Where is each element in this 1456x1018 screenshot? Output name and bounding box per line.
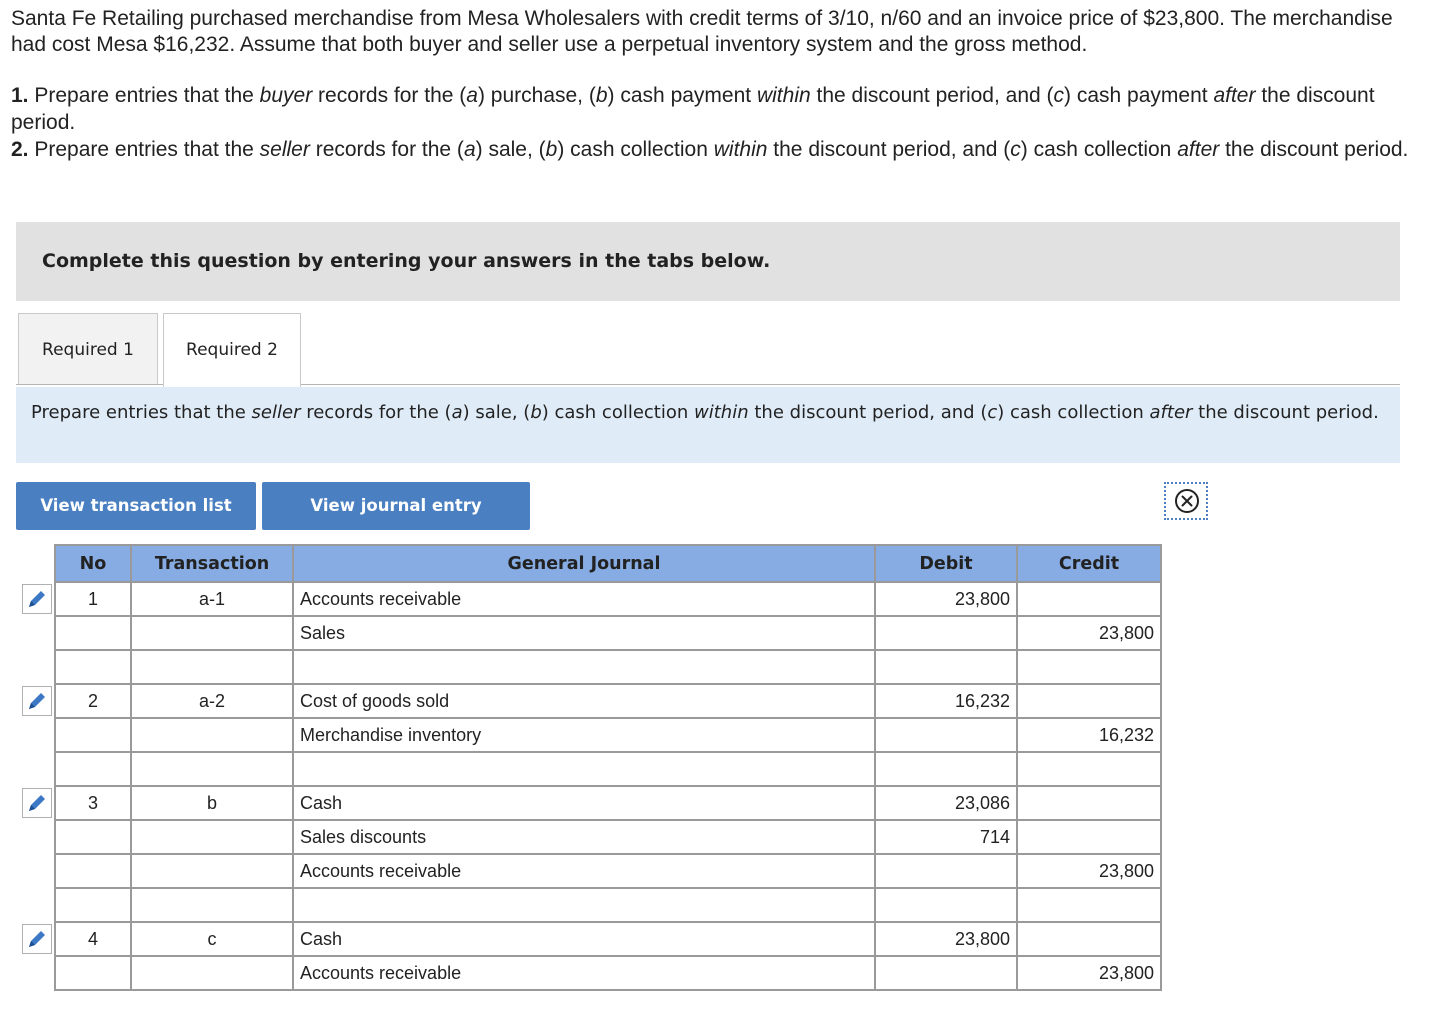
credit-cell[interactable]: 23,800 (1017, 616, 1161, 650)
header-debit: Debit (875, 545, 1017, 582)
instructions-banner: Complete this question by entering your answers in the tabs below. (16, 222, 1400, 301)
debit-cell[interactable] (875, 650, 1017, 684)
edit-entry-button[interactable] (22, 584, 52, 614)
header-no: No (55, 545, 131, 582)
close-button[interactable] (1164, 482, 1208, 520)
table-row (55, 956, 1161, 990)
transaction-cell (131, 956, 293, 990)
pencil-icon (22, 788, 52, 818)
entry-number-cell: 1 (55, 582, 131, 616)
entry-number-cell (55, 616, 131, 650)
header-transaction: Transaction (131, 545, 293, 582)
credit-cell[interactable] (1017, 684, 1161, 718)
credit-cell[interactable] (1017, 786, 1161, 820)
tab-required-2[interactable]: Required 2 (163, 313, 301, 387)
entry-number-cell: 3 (55, 786, 131, 820)
entry-number-cell (55, 956, 131, 990)
entry-number-cell (55, 752, 131, 786)
entry-number-cell (55, 854, 131, 888)
transaction-cell (131, 888, 293, 922)
entry-number-cell (55, 888, 131, 922)
debit-cell[interactable] (875, 752, 1017, 786)
table-row (55, 684, 1161, 718)
table-row (55, 718, 1161, 752)
account-cell[interactable]: Cash (293, 786, 875, 820)
debit-cell[interactable] (875, 956, 1017, 990)
account-cell[interactable]: Accounts receivable (293, 854, 875, 888)
debit-cell[interactable] (875, 718, 1017, 752)
entry-number-cell: 2 (55, 684, 131, 718)
credit-cell[interactable]: 16,232 (1017, 718, 1161, 752)
account-cell[interactable]: Merchandise inventory (293, 718, 875, 752)
account-cell[interactable]: Sales discounts (293, 820, 875, 854)
requirement-1: 1. Prepare entries that the buyer records for the (a) purchase, (b) cash payment within the discount period, and (c) cash payment after the discount period. (11, 84, 1375, 134)
account-cell[interactable]: Cost of goods sold (293, 684, 875, 718)
edit-entry-button[interactable] (22, 788, 52, 818)
header-credit: Credit (1017, 545, 1161, 582)
table-row (55, 786, 1161, 820)
account-cell[interactable] (293, 888, 875, 922)
transaction-cell: c (131, 922, 293, 956)
transaction-cell (131, 820, 293, 854)
tab-instruction: Prepare entries that the seller records for the (a) sale, (b) cash collection within the discount period, and (c) cash collection after the discount period. (16, 387, 1400, 463)
credit-cell[interactable] (1017, 888, 1161, 922)
account-cell[interactable]: Cash (293, 922, 875, 956)
table-row (55, 616, 1161, 650)
credit-cell[interactable] (1017, 582, 1161, 616)
credit-cell[interactable] (1017, 922, 1161, 956)
debit-cell[interactable] (875, 854, 1017, 888)
debit-cell[interactable]: 714 (875, 820, 1017, 854)
debit-cell[interactable] (875, 616, 1017, 650)
tab-required-1[interactable]: Required 1 (18, 313, 158, 385)
edit-entry-button[interactable] (22, 686, 52, 716)
credit-cell[interactable] (1017, 650, 1161, 684)
transaction-cell (131, 854, 293, 888)
account-cell[interactable]: Sales (293, 616, 875, 650)
table-row (55, 888, 1161, 922)
question-text (11, 6, 1431, 163)
view-transaction-list-button[interactable]: View transaction list (16, 482, 256, 530)
edit-entry-button[interactable] (22, 924, 52, 954)
pencil-icon (22, 924, 52, 954)
transaction-cell: a-2 (131, 684, 293, 718)
entry-number-cell (55, 820, 131, 854)
table-row (55, 854, 1161, 888)
account-cell[interactable]: Accounts receivable (293, 956, 875, 990)
requirement-2: 2. Prepare entries that the seller records for the (a) sale, (b) cash collection within the discount period, and (c) cash collection after the discount period. (11, 138, 1409, 161)
table-row (55, 752, 1161, 786)
transaction-cell (131, 718, 293, 752)
table-row (55, 922, 1161, 956)
view-journal-entry-worksheet-button[interactable]: View journal entry (262, 482, 530, 530)
debit-cell[interactable]: 16,232 (875, 684, 1017, 718)
question-intro: Santa Fe Retailing purchased merchandise from Mesa Wholesalers with credit terms of 3/10, n/60 and an invoice price of $23,800. The merchandise had cost Mesa $16,232. Assume that both buyer and seller use a perpetual inventory system and the gross method. (11, 7, 1393, 56)
journal-header-row (55, 545, 1161, 582)
header-general-journal: General Journal (293, 545, 875, 582)
pencil-icon (22, 584, 52, 614)
account-cell[interactable]: Accounts receivable (293, 582, 875, 616)
transaction-cell (131, 752, 293, 786)
entry-number-cell: 4 (55, 922, 131, 956)
table-row (55, 650, 1161, 684)
transaction-cell (131, 650, 293, 684)
close-circle-icon (1174, 488, 1200, 514)
general-journal-table (54, 544, 1162, 991)
transaction-cell (131, 616, 293, 650)
entry-number-cell (55, 718, 131, 752)
debit-cell[interactable]: 23,800 (875, 582, 1017, 616)
debit-cell[interactable]: 23,086 (875, 786, 1017, 820)
credit-cell[interactable]: 23,800 (1017, 956, 1161, 990)
account-cell[interactable] (293, 650, 875, 684)
debit-cell[interactable]: 23,800 (875, 922, 1017, 956)
credit-cell[interactable] (1017, 752, 1161, 786)
debit-cell[interactable] (875, 888, 1017, 922)
table-row (55, 820, 1161, 854)
pencil-icon (22, 686, 52, 716)
transaction-cell: b (131, 786, 293, 820)
credit-cell[interactable] (1017, 820, 1161, 854)
entry-number-cell (55, 650, 131, 684)
table-row (55, 582, 1161, 616)
transaction-cell: a-1 (131, 582, 293, 616)
credit-cell[interactable]: 23,800 (1017, 854, 1161, 888)
account-cell[interactable] (293, 752, 875, 786)
